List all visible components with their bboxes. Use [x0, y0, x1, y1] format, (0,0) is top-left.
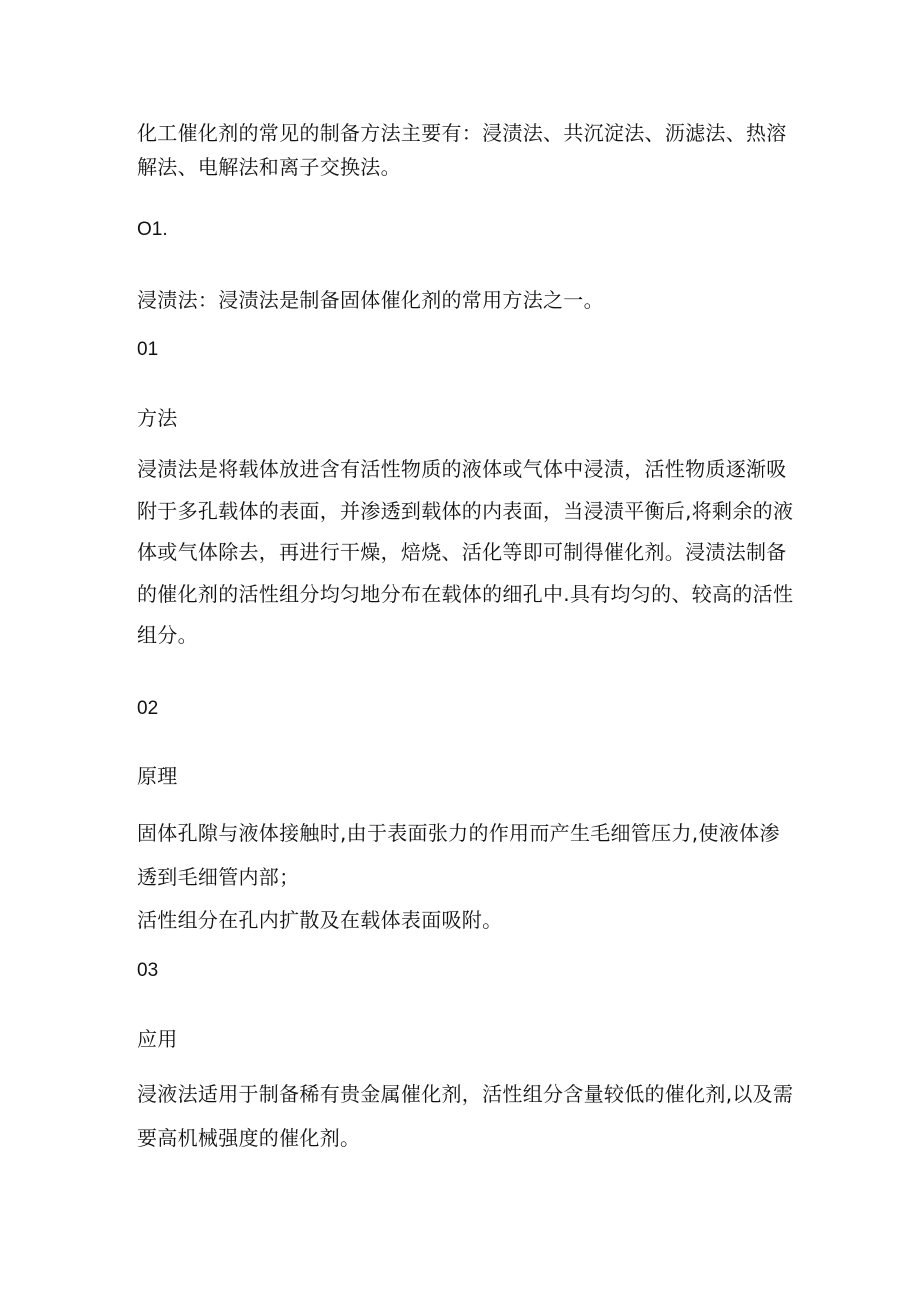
part-number-01: 01 — [137, 339, 159, 360]
principle-paragraph-1: 固体孔隙与液体接触时,由于表面张力的作用而产生毛细管压力,使液体渗透到毛细管内部； — [137, 821, 780, 889]
part-number-03: 03 — [137, 960, 159, 981]
principle-paragraph-2: 活性组分在孔内扩散及在载体表面吸附。 — [137, 908, 503, 932]
method-intro-paragraph: 浸渍法：浸渍法是制备固体催化剂的常用方法之一。 — [137, 288, 604, 312]
intro-paragraph: 化工催化剂的常见的制备方法主要有：浸渍法、共沉淀法、沥滤法、热溶解法、电解法和离子交换法。 — [137, 121, 787, 179]
part-number-02: 02 — [137, 698, 159, 719]
section-label: O1. — [137, 219, 168, 240]
heading-application: 应用 — [137, 1027, 178, 1051]
heading-method: 方法 — [137, 406, 178, 430]
method-paragraph: 浸渍法是将载体放进含有活性物质的液体或气体中浸渍，活性物质逐渐吸附于多孔载体的表面，并渗透到载体的内表面，当浸渍平衡后,将剩余的液体或气体除去，再进行干燥，焙烧、活化等即可制得催化剂。浸渍法制备的催化剂的活性组分均匀地分布在载体的细孔中.具有均匀的、较高的活性组分。 — [137, 457, 794, 647]
application-paragraph: 浸液法适用于制备稀有贵金属催化剂，活性组分含量较低的催化剂,以及需要高机械强度的催化剂。 — [137, 1082, 794, 1150]
heading-principle: 原理 — [137, 764, 178, 788]
